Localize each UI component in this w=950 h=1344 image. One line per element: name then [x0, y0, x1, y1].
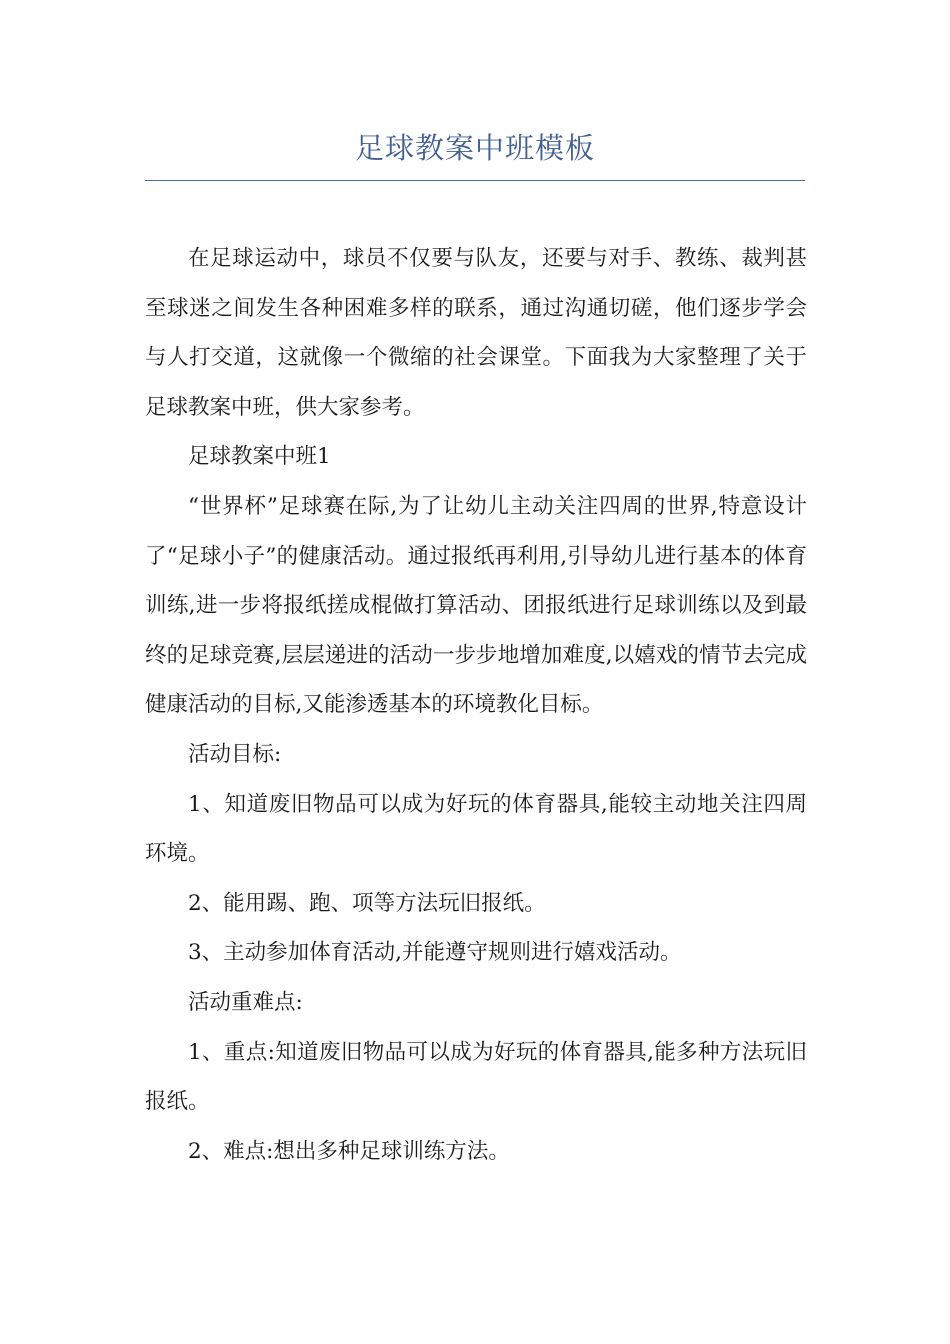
goal-item-3: 3、主动参加体育活动,并能遵守规则进行嬉戏活动。: [188, 940, 682, 966]
goals-heading: 活动目标:: [188, 741, 282, 767]
section-heading-lesson-1: 足球教案中班1: [188, 444, 331, 470]
goal-item-2: 2、能用踢、跑、项等方法玩旧报纸。: [188, 890, 546, 916]
lesson-description-paragraph: “世界杯”足球赛在际,为了让幼儿主动关注四周的世界,特意设计了“足球小子”的健康活动。通过报纸再利用,引导幼儿进行基本的体育训练,进一步将报纸搓成棍做打算活动、团报纸进行足球训练以及到最终的足球竞赛,层层递进的活动一步步地增加难度,以嬉戏的情节去完成健康活动的目标,又能渗透基本的环境教化目标。: [145, 493, 807, 718]
title-divider: [145, 180, 805, 181]
intro-paragraph: 在足球运动中，球员不仅要与队友，还要与对手、教练、裁判甚至球迷之间发生各种困难多样的联系，通过沟通切磋，他们逐步学会与人打交道，这就像一个微缩的社会课堂。下面我为大家整理了关于足球教案中班，供大家参考。: [145, 246, 807, 420]
key-point-item-1: 1、重点:知道废旧物品可以成为好玩的体育器具,能多种方法玩旧报纸。: [145, 1039, 807, 1115]
document-body: [145, 234, 807, 1176]
key-point-item-2: 2、难点:想出多种足球训练方法。: [188, 1138, 510, 1164]
goal-item-1: 1、知道废旧物品可以成为好玩的体育器具,能较主动地关注四周环境。: [145, 791, 807, 867]
key-points-heading: 活动重难点:: [188, 989, 303, 1015]
document-title: 足球教案中班模板: [354, 131, 595, 165]
